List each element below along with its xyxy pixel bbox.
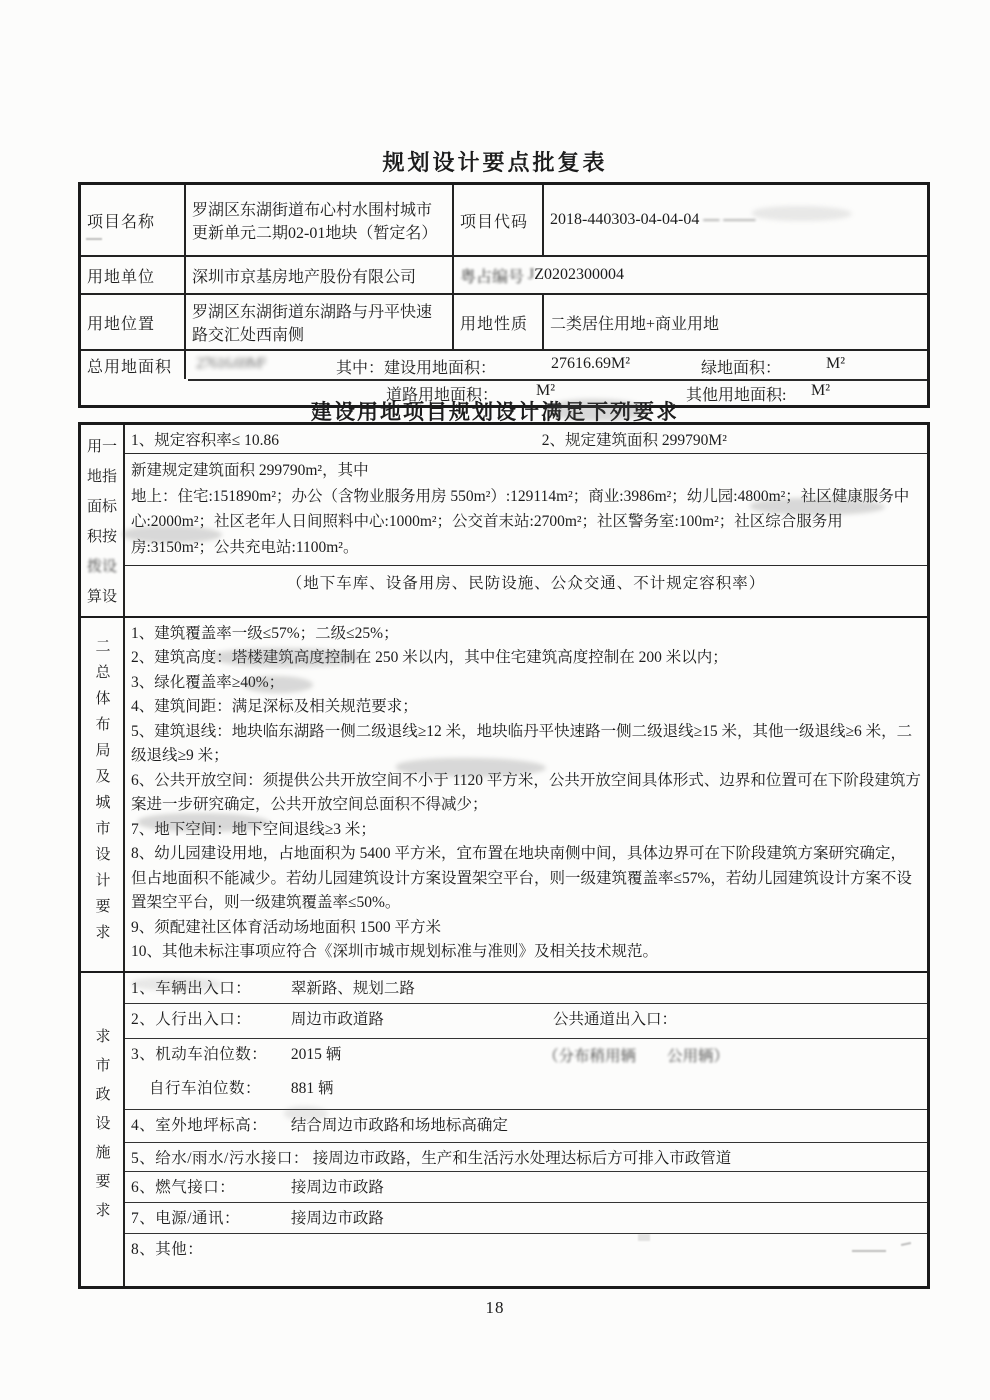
- design-requirement-item: 4、建筑间距：满足深标及相关规范要求；: [131, 698, 418, 716]
- water-interface-value: 接周边市政路，生产和生活污水处理达标后方可排入市政管道: [312, 1149, 732, 1167]
- road-area-value: M²: [536, 382, 556, 399]
- utility-row: [125, 1110, 927, 1143]
- field-label-project-code: 项目代码: [454, 185, 544, 255]
- building-area-item: 2、规定建筑面积 299790M²: [541, 432, 727, 449]
- municipal-section: [81, 973, 927, 1286]
- side-label-text: 求市政设施要求: [93, 1027, 110, 1231]
- other-label: 8、其他：: [131, 1240, 204, 1258]
- side-label-line: 地指: [86, 469, 117, 485]
- side-label-text: 二总体布局及城市设计要求: [93, 638, 110, 951]
- field-value-land-use-nature: 二类居住用地+商业用地: [550, 315, 720, 333]
- ground-elevation-value: 结合周边市政路和场地标高确定: [290, 1116, 508, 1134]
- public-passage-label: 公共通道出入口：: [553, 1010, 678, 1028]
- area-breakdown-line: 地上：住宅:151890m²；办公（含物业服务用房 550m²）:129114m²；商业:3986m²；幼儿园:4800m²；社区健康服务中心:2000m²；社区老年人日间照料中心:1000m²；公交首末站:2700m²；社区警务室:100m²；社区综合服务用房:3150m²；公共充电站:1100m²。: [131, 487, 910, 556]
- design-requirement-item: 2、建筑高度：塔楼建筑高度控制在 250 米以内，其中住宅建筑高度控制在 200 米以内；: [131, 649, 728, 667]
- power-telecom-value: 接周边市政路: [290, 1209, 384, 1227]
- green-area-label: 绿地面积：: [701, 360, 782, 377]
- water-interface-label: 5、给水/雨水/污水接口：: [131, 1149, 309, 1167]
- side-label-line: 积按: [86, 529, 117, 545]
- bicycle-parking-value: 881 辆: [290, 1079, 334, 1097]
- power-telecom-label: 7、电源/通讯：: [131, 1209, 241, 1227]
- area-breakdown-paragraph: [125, 454, 927, 565]
- design-requirement-item: 7、地下空间：地下空间退线≥3 米；: [131, 820, 376, 838]
- bicycle-parking-label: 自行车泊位数：: [149, 1079, 262, 1097]
- scan-artifact: [638, 1234, 650, 1241]
- field-record-number: [454, 257, 927, 293]
- other-area-label: 其他用地面积:: [686, 387, 787, 404]
- page-number: 18: [485, 1298, 505, 1317]
- field-label-land-location: 用地位置: [81, 295, 186, 349]
- section-title: 建设用地项目规划设计满足下列要求: [311, 400, 679, 424]
- gas-interface-value: 接周边市政路: [290, 1178, 384, 1196]
- field-label-record-number: 粤占编号: [460, 268, 525, 286]
- document-title: 规划设计要点批复表: [382, 150, 608, 175]
- field-value-project-code: [544, 185, 927, 255]
- requirements-table: [78, 422, 930, 1289]
- utility-row: [125, 1073, 927, 1110]
- table-row: [81, 295, 927, 351]
- land-indicator-content: [125, 425, 927, 616]
- design-requirement-item: 6、公共开放空间：须提供公共开放空间不小于 1120 平方米，公共开放空间具体形式、边界和位置可在下阶段建筑方案进一步研究确定，公共开放空间总面积不得减少；: [131, 771, 921, 814]
- project-info-table: [78, 182, 930, 408]
- motor-parking-value: 2015 辆: [290, 1045, 342, 1063]
- vehicle-entrance-value: 翠新路、规划二路: [290, 979, 415, 997]
- table-row: [81, 257, 927, 295]
- design-requirement-item: 8、幼儿园建设用地，占地面积为 5400 平方米，宜布置在地块南侧中间，具体边界可在下阶段建筑方案研究确定，但占地面积不能减少。若幼儿园建筑设计方案设置架空平台，则一级建筑覆盖率≤57%，若幼儿园建筑设计方案不设置架空平台，则一级建筑覆盖率≤50%。: [131, 845, 912, 912]
- construction-land-area-value: 27616.69M²: [551, 355, 631, 372]
- scan-smudge: — ——: [703, 211, 756, 228]
- field-value-land-user: 深圳市京基房地产股份有限公司: [186, 257, 454, 293]
- utility-row: [125, 1172, 927, 1203]
- pedestrian-entrance-value: 周边市政道路: [290, 1010, 384, 1028]
- divider: [188, 379, 927, 381]
- design-requirement-item: 1、建筑覆盖率一级≤57%；二级≤25%；: [131, 625, 399, 642]
- design-requirement-item: 3、绿化覆盖率≥40%；: [131, 673, 285, 691]
- field-value-land-location: 罗湖区东湖街道东湖路与丹平快速路交汇处西南侧: [186, 295, 454, 349]
- scan-artifact: [86, 238, 102, 240]
- urban-design-content: [125, 618, 927, 971]
- construction-land-area-label: 其中：建设用地面积：: [336, 360, 497, 377]
- field-label-total-land-area: 总用地面积: [81, 351, 186, 379]
- green-area-value: M²: [826, 355, 846, 372]
- record-number-value: Z0202300004: [534, 266, 625, 283]
- field-label-project-name: 项目名称: [81, 185, 186, 255]
- side-label-line: 用一: [86, 439, 117, 455]
- utility-row: [125, 1143, 927, 1172]
- table-row: [81, 185, 927, 257]
- design-requirement-item: 5、建筑退线：地块临东湖路一侧二级退线≥12 米，地块临丹平快速路一侧二级退线≥15 米，其他一级退线≥6 米，二级退线≥9 米；: [131, 722, 913, 765]
- side-label-line: 拨设: [86, 559, 117, 575]
- utility-row: [125, 1203, 927, 1234]
- scan-smudge: （分布稍用辆 公用辆）: [543, 1047, 730, 1065]
- project-code-value: 2018-440303-04-04-04: [550, 211, 700, 228]
- scan-artifact: [852, 1250, 886, 1252]
- design-requirement-item: 10、其他未标注事项应符合《深圳市城市规划标准与准则》及相关技术规范。: [131, 943, 659, 961]
- new-build-area-line: 新建规定建筑面积 299790m²，其中: [131, 462, 369, 479]
- pedestrian-entrance-label: 2、人行出入口：: [131, 1010, 252, 1028]
- side-label-urban-design: [81, 618, 125, 971]
- side-label-land-indicators: [81, 425, 125, 616]
- gas-interface-label: 6、燃气接口：: [131, 1178, 236, 1196]
- utility-row: [125, 1039, 927, 1073]
- utility-row: [125, 973, 927, 1004]
- total-land-area-value: 27616.69M²: [196, 355, 266, 372]
- road-area-label: 道路用地面积：: [386, 387, 499, 404]
- field-value-project-name: 罗湖区东湖街道布心村水围村城市更新单元二期02-01地块（暂定名）: [186, 185, 454, 255]
- side-label-line: 面标: [86, 499, 117, 515]
- side-label-municipal: [81, 973, 125, 1286]
- exclusion-note: （地下车库、设备用房、民防设施、公众交通、不计规定容积率）: [125, 565, 927, 598]
- motor-parking-label: 3、机动车泊位数：: [131, 1045, 268, 1063]
- municipal-content: [125, 973, 927, 1286]
- urban-design-section: [81, 618, 927, 973]
- plot-ratio-item: 1、规定容积率≤ 10.86: [131, 432, 280, 449]
- utility-row: [125, 1234, 927, 1286]
- ratio-row: [125, 425, 927, 454]
- land-indicator-section: [81, 425, 927, 618]
- scan-smudge: J: [528, 266, 535, 283]
- side-label-line: 算设: [86, 589, 117, 605]
- field-label-land-user: 用地单位: [81, 257, 186, 293]
- utility-row: [125, 1004, 927, 1039]
- vehicle-entrance-label: 1、车辆出入口：: [131, 979, 252, 997]
- other-area-value: M²: [811, 382, 831, 399]
- design-requirement-item: 9、须配建社区体育活动场地面积 1500 平方米: [131, 918, 442, 936]
- ground-elevation-label: 4、室外地坪标高：: [131, 1116, 268, 1134]
- field-label-land-use-nature: 用地性质: [454, 295, 544, 349]
